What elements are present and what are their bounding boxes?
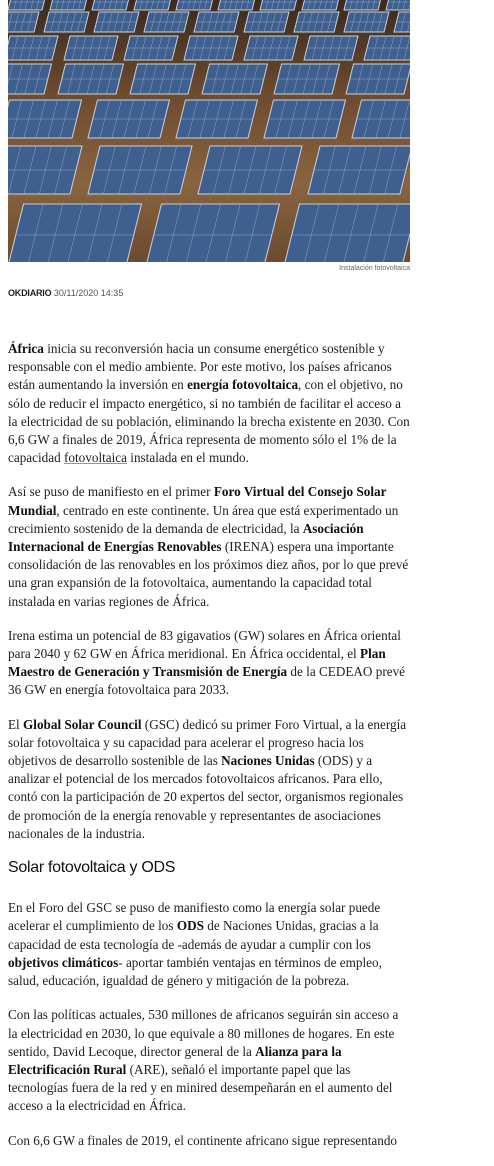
source-brand[interactable]: OKDIARIO	[8, 288, 52, 298]
article-paragraph	[8, 899, 410, 990]
solar-panels-photo	[8, 0, 410, 262]
bold-text: África	[8, 341, 44, 356]
paragraph-text: (IRENA) espera una importante consolidación de las renovables en los próximos diez años, por lo que prevé una gran expansión de la fotovoltaica, aumentando la capacidad total instalada en varias regiones de África.	[8, 539, 409, 609]
paragraph-text: (GSC) dedicó su primer Foro Virtual, a la energía solar fotovoltaica y su capacidad para acelerar el progreso hacia los objetivos de desarrollo sostenible de las	[8, 716, 407, 769]
article-body	[8, 340, 410, 1166]
paragraph-text: (ARE), señaló el importante papel que las tecnologías fuera de la red y en minired desempeñarán en el aumento del acceso a la electricidad en África.	[8, 1061, 393, 1114]
article-paragraph	[8, 627, 410, 700]
article-paragraph	[8, 483, 410, 610]
paragraph-text: instalada en el mundo.	[127, 450, 249, 466]
paragraph-text: , centrado en este continente. Un área que está experimentado un crecimiento sostenido de la demanda de electricidad, la	[8, 502, 399, 536]
paragraph-text: de la CEDEAO prevé 36 GW en energía fotovoltaica para 2033.	[8, 664, 406, 698]
paragraph-text: - aportar también ventajas en términos de empleo, salud, educación, igualdad de género y mitigación de la pobreza.	[8, 954, 382, 989]
bold-text: Asociación Internacional de Energías Renovables	[8, 520, 364, 555]
bold-text: ODS	[176, 918, 204, 934]
inline-link[interactable]: fotovoltaica	[64, 450, 127, 466]
paragraph-text: inicia su reconversión hacia un consume energético sostenible y responsable con el medio ambiente. Por este motivo, los países africanos están aumentando la inversión en	[8, 341, 392, 393]
article-paragraph	[8, 1006, 410, 1115]
paragraph-text: Con 6,6 GW a finales de 2019, el continente africano sigue representando	[8, 1132, 398, 1148]
article-meta	[8, 288, 123, 298]
bold-text: energía fotovoltaica	[187, 377, 299, 393]
image-caption: Instalación fotovoltaica	[339, 265, 410, 272]
paragraph-text: Con las políticas actuales, 530 millones de africanos seguirán sin acceso a la electricidad en 2030, lo que equivale a 80 millones de hogares. En este sentido, David Lecoque, director general de la	[8, 1007, 399, 1059]
paragraph-text: En el Foro del GSC se puso de manifiesto como la energía solar puede acelerar el cumplimiento de los	[8, 900, 381, 934]
paragraph-text: (ODS) y a analizar el potencial de los mercados fotovoltaicos africanos. Para ello, contó con la participación de 20 expertos del sector, organismos regionales de promoción de la energía renovable y representantes de asociaciones nacionales de la industria.	[8, 753, 404, 841]
paragraph-text: Irena estima un potencial de 83 gigavatios (GW) solares en África oriental para 2040 y 62 GW en África meridional. En África occidental, el	[8, 627, 401, 662]
article-paragraph	[8, 716, 410, 843]
bold-text: Alianza para la Electrificación Rural	[8, 1043, 342, 1077]
publish-date: 30/11/2020 14:35	[53, 288, 124, 298]
article-hero-image	[8, 0, 410, 262]
bold-text: Naciones Unidas	[221, 753, 315, 769]
bold-text: objetivos climáticos	[8, 954, 119, 970]
bold-text: Global Solar Council	[23, 716, 142, 732]
bold-text: Foro Virtual del Consejo Solar Mundial	[8, 484, 387, 518]
section-heading: Solar fotovoltaica y ODS	[8, 859, 176, 877]
paragraph-text: , con el objetivo, no sólo de reducir el impacto energético, si no también de facilitar el acceso a la electricidad de su población, eliminando la brecha existente en 2030. Con 6,6 GW a finales de 2019, África representa de momento sólo el 1% de la capacidad	[8, 377, 410, 466]
paragraph-text: de Naciones Unidas, gracias a la capacidad de esta tecnología de -además de ayudar a cumplir con los	[8, 918, 379, 952]
bold-text: Plan Maestro de Generación y Transmisión de Energía	[8, 646, 386, 680]
article-paragraph	[8, 1132, 410, 1150]
paragraph-text: El	[8, 716, 24, 732]
article-paragraph	[8, 340, 410, 467]
paragraph-text: Así se puso de manifiesto en el primer	[8, 484, 214, 500]
